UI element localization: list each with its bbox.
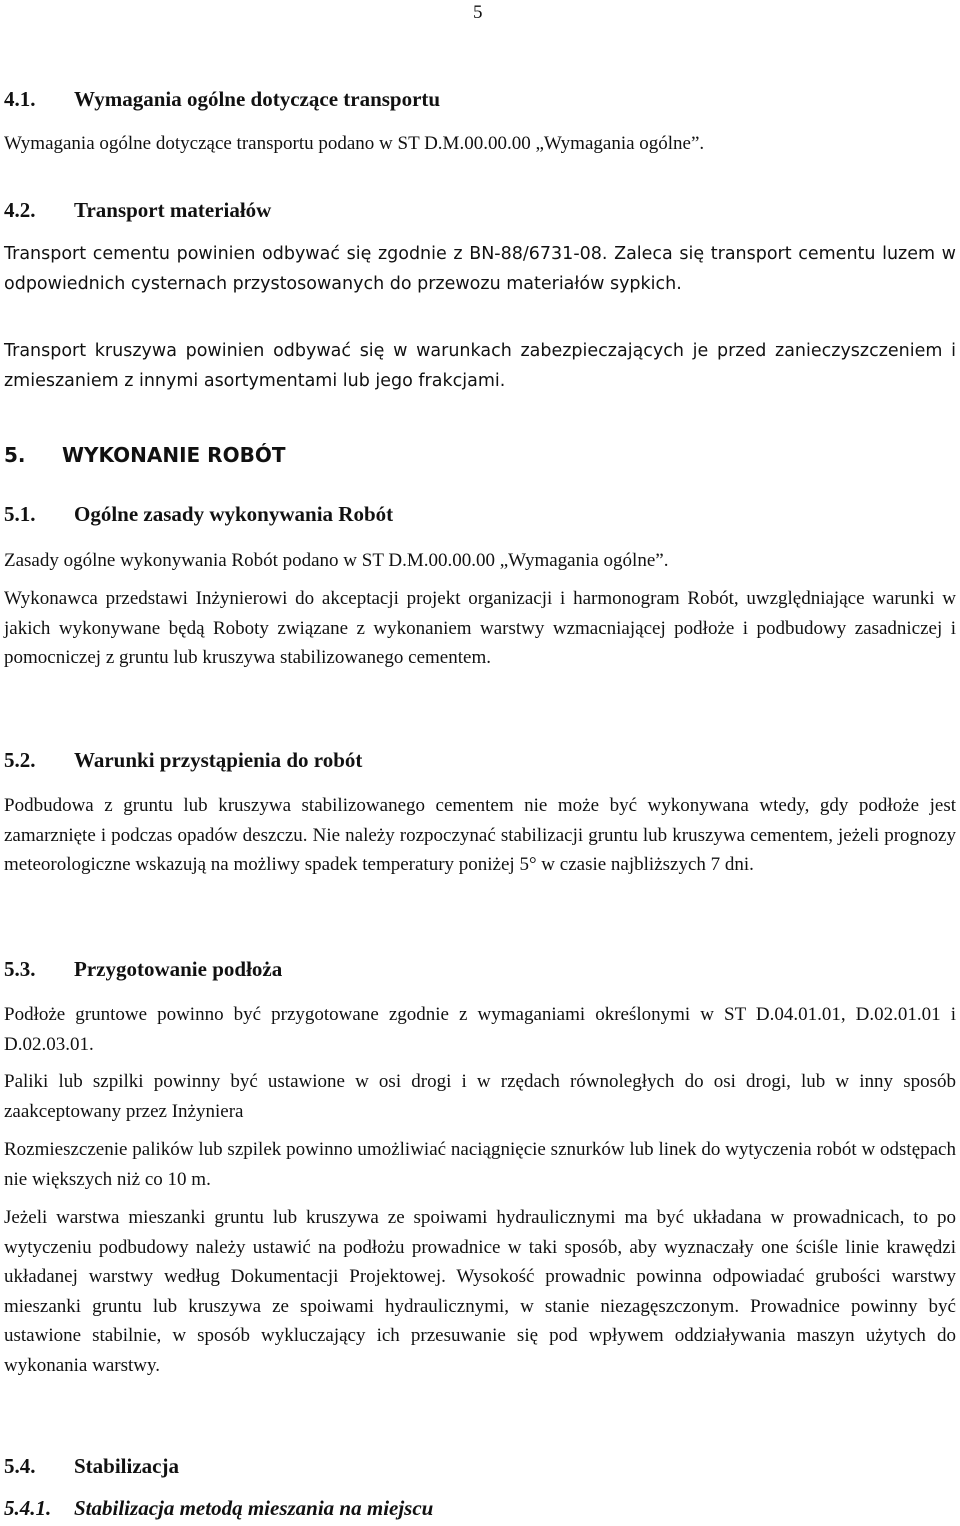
paragraph: Paliki lub szpilki powinny być ustawione w osi drogi i w rzędach równoległych do osi drogi, lub w inny sposób zaakceptowany przez Inżyniera	[4, 1071, 956, 1122]
heading-title: Transport materiałów	[74, 198, 272, 222]
heading-number: 5.	[4, 443, 26, 467]
heading-number: 5.3.	[4, 957, 36, 981]
heading-5-3	[4, 957, 282, 982]
heading-number: 5.2.	[4, 748, 36, 772]
paragraph: Zasady ogólne wykonywania Robót podano w ST D.M.00.00.00 „Wymagania ogólne”.	[4, 550, 669, 571]
heading-number: 5.1.	[4, 502, 36, 526]
heading-4-1	[4, 87, 440, 112]
heading-5-2	[4, 748, 362, 773]
heading-title: WYKONANIE ROBÓT	[62, 443, 286, 467]
paragraph: Jeżeli warstwa mieszanki gruntu lub kruszywa ze spoiwami hydraulicznymi ma być układana w prowadnicach, to po wytyczeniu podbudowy należy ustawić na podłożu prowadnice w taki sposób, aby wyznaczały one ściśle linie krawędzi układanej warstwy według Dokumentacji Projektowej. Wysokość prowadnic powinna odpowiadać grubości warstwy mieszanki gruntu lub kruszywa ze spoiwami hydraulicznymi, w stanie niezagęszczonym. Prowadnice powinny być ustawione stabilnie, w sposób wykluczający ich przesuwanie się pod wpływem oddziaływania maszyn użytych do wykonania warstwy.	[4, 1207, 956, 1376]
paragraph: Transport kruszywa powinien odbywać się w warunkach zabezpieczających je przed zanieczyszczeniem i zmieszaniem z innymi asortymentami lub jego frakcjami.	[4, 341, 956, 391]
paragraph: Wymagania ogólne dotyczące transportu podano w ST D.M.00.00.00 „Wymagania ogólne”.	[4, 133, 705, 154]
paragraph: Podłoże gruntowe powinno być przygotowane zgodnie z wymaganiami określonymi w ST D.04.01.01, D.02.01.01 i D.02.03.01.	[4, 1004, 956, 1055]
heading-title: Stabilizacja metodą mieszania na miejscu	[74, 1496, 434, 1520]
paragraph: Wykonawca przedstawi Inżynierowi do akceptacji projekt organizacji i harmonogram Robót, uwzględniające warunki w jakich wykonywane będą Roboty związane z wykonaniem warstwy wzmacniającej podłoże i podbudowy zasadniczej i pomocniczej z gruntu lub kruszywa stabilizowanego cementem.	[4, 588, 956, 668]
heading-number: 4.1.	[4, 87, 36, 111]
heading-5-4	[4, 1454, 179, 1479]
paragraph: Transport cementu powinien odbywać się zgodnie z BN-88/6731-08. Zaleca się transport cementu luzem w odpowiednich cysternach przystosowanych do przewozu materiałów sypkich.	[4, 244, 956, 294]
heading-number: 5.4.1.	[4, 1496, 52, 1520]
heading-5	[4, 443, 285, 467]
heading-title: Wymagania ogólne dotyczące transportu	[74, 87, 441, 111]
heading-title: Stabilizacja	[74, 1454, 179, 1478]
paragraph: Podbudowa z gruntu lub kruszywa stabilizowanego cementem nie może być wykonywana wtedy, gdy podłoże jest zamarznięte i podczas opadów deszczu. Nie należy rozpoczynać stabilizacji gruntu lub kruszywa cementem, jeżeli prognozy meteorologiczne wskazują na możliwy spadek temperatury poniżej 5° w czasie najbliższych 7 dni.	[4, 795, 956, 875]
heading-5-4-1	[4, 1496, 433, 1521]
heading-5-1	[4, 502, 393, 527]
heading-number: 4.2.	[4, 198, 36, 222]
heading-number: 5.4.	[4, 1454, 36, 1478]
paragraph: Rozmieszczenie palików lub szpilek powinno umożliwiać naciągnięcie sznurków lub linek do wytyczenia robót w odstępach nie większych niż co 10 m.	[4, 1139, 956, 1190]
heading-title: Ogólne zasady wykonywania Robót	[74, 502, 394, 526]
page-number: 5	[473, 2, 483, 23]
heading-title: Warunki przystąpienia do robót	[74, 748, 363, 772]
heading-4-2	[4, 198, 271, 223]
heading-title: Przygotowanie podłoża	[74, 957, 283, 981]
